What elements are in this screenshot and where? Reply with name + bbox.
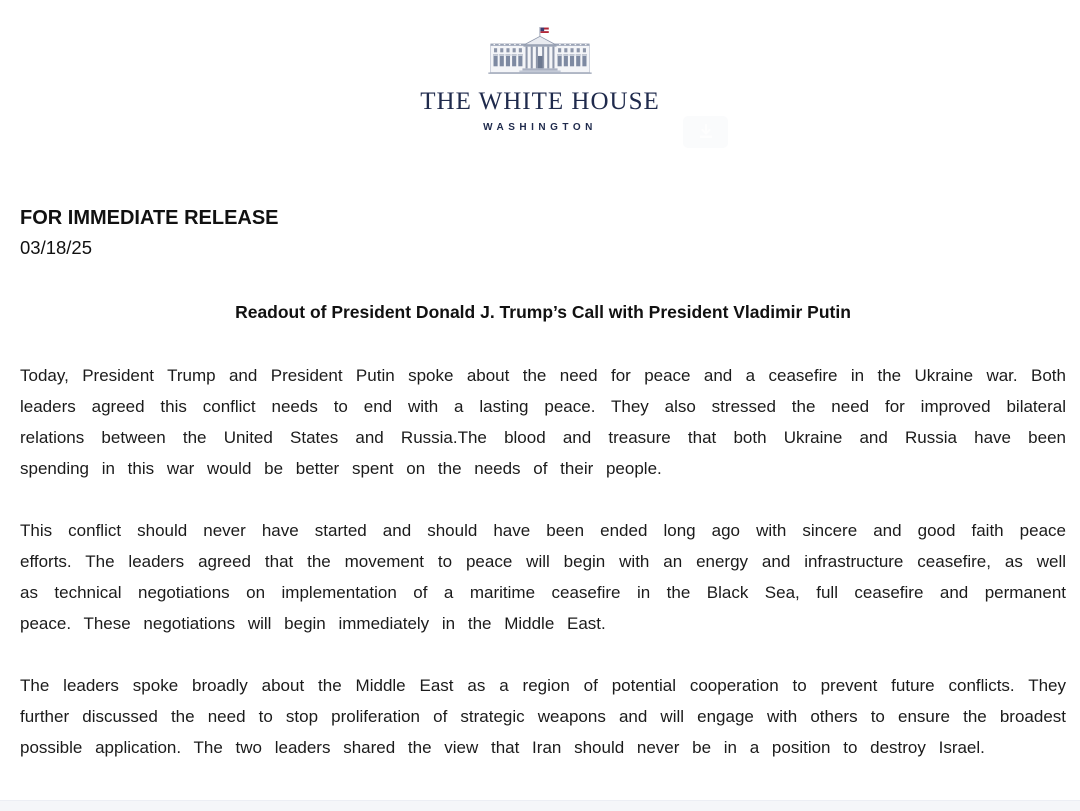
release-date: 03/18/25 bbox=[20, 237, 93, 258]
paragraph-1: Today, President Trump and President Putin spoke about the need for peace and a ceasefire in the Ukraine war. Both leaders agreed this conflict needs to end with a lasting peace. They also stressed the need for improved bilateral relations between the United States and Russia.The blood and treasure that both Ukraine and Russia have been spending in this war would be better spent on the needs of their people. bbox=[20, 366, 1066, 478]
washington-subtitle: WASHINGTON bbox=[483, 122, 597, 133]
download-ghost-icon bbox=[683, 116, 728, 148]
paragraph-3: The leaders spoke broadly about the Middle East as a region of potential cooperation to prevent future conflicts. They further discussed the need to stop proliferation of strategic weapons and will engage with others to ensure the broadest possible application. The two leaders shared the view that Iran should never be in a position to destroy Israel. bbox=[20, 676, 1066, 757]
document-title: Readout of President Donald J. Trump’s Call with President Vladimir Putin bbox=[235, 302, 851, 322]
paragraph-2: This conflict should never have started and should have been ended long ago with sincere and good faith peace efforts. The leaders agreed that the movement to peace will begin with an energy and infrastructure ceasefire, as well as technical negotiations on implementation of a maritime ceasefire in the Black Sea, full ceasefire and permanent peace. These negotiations will begin immediately in the Middle East. bbox=[20, 521, 1066, 633]
letterhead bbox=[0, 0, 1080, 133]
bottom-page-strip bbox=[0, 800, 1080, 811]
body-copy bbox=[20, 360, 1066, 763]
press-release-body bbox=[0, 203, 1080, 763]
release-type-label: FOR IMMEDIATE RELEASE bbox=[20, 207, 279, 229]
white-house-building-icon bbox=[472, 26, 608, 88]
white-house-wordmark: THE WHITE HOUSE bbox=[420, 88, 660, 115]
